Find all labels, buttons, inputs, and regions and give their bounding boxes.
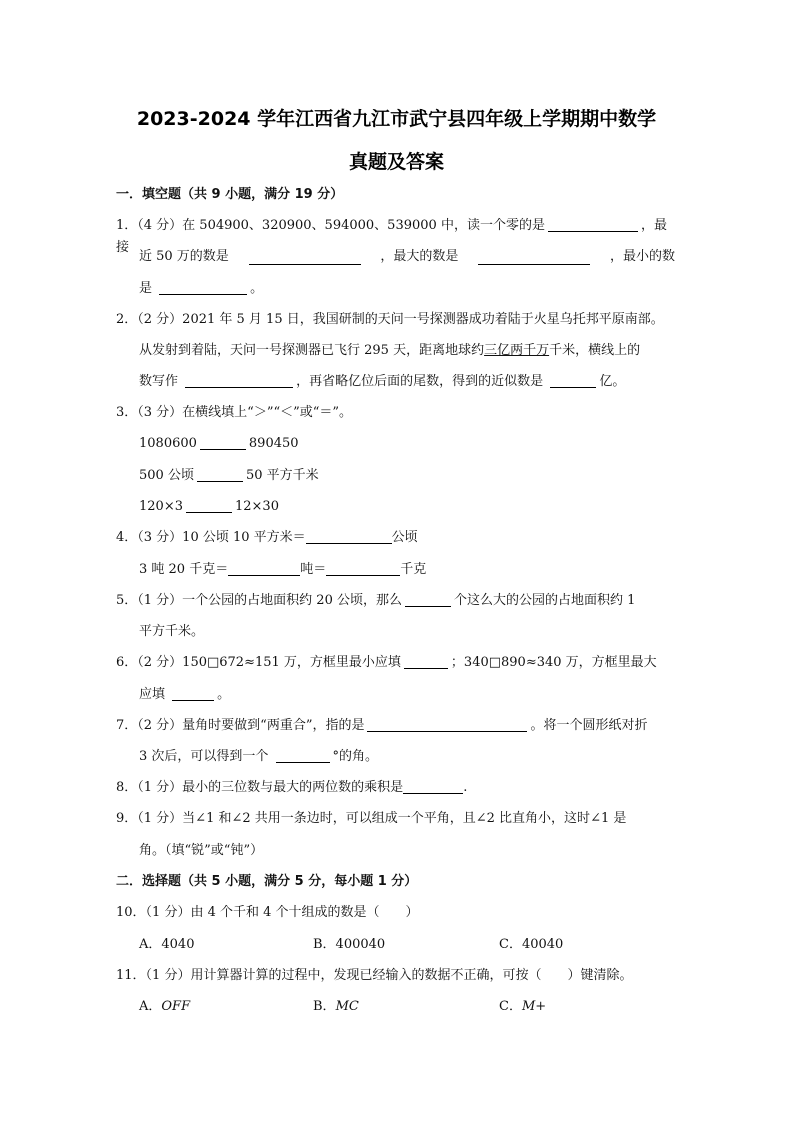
answer-blank[interactable]	[548, 216, 638, 232]
question-2-line2: 从发射到着陆，天问一号探测器已飞行 295 天，距离地球约三亿两千万千米，横线上的	[139, 343, 641, 358]
question-11-stem: 11．（1 分）用计算器计算的过程中，发现已经输入的数据不正确，可按（ ）键清除。	[116, 968, 633, 983]
question-1-line2: 近 50 万的数是 ，最大的数是 ，最小的数	[139, 249, 675, 264]
answer-blank[interactable]	[306, 528, 392, 544]
answer-blank[interactable]	[159, 279, 247, 295]
answer-blank[interactable]	[186, 497, 232, 513]
answer-blank[interactable]	[249, 249, 361, 265]
answer-blank[interactable]	[197, 466, 243, 482]
underlined-number-text: 三亿两千万	[484, 343, 550, 358]
question-5-line2: 平方千米。	[139, 624, 205, 639]
answer-blank[interactable]	[550, 372, 596, 388]
question-4-line1: 4．（3 分）10 公顷 10 平方米＝ 公顷	[116, 530, 418, 545]
question-7-line1: 7．（2 分）量角时要做到“两重合”，指的是 。将一个圆形纸对折	[116, 718, 648, 733]
question-4-line2: 3 吨 20 千克＝ 吨＝ 千克	[139, 562, 427, 577]
answer-blank[interactable]	[185, 372, 293, 388]
question-11-option-c[interactable]: C．M+	[499, 999, 547, 1014]
question-6-line1: 6．（2 分）150□672≈151 万，方框里最小应填 ；340□890≈340 万，方框里最大	[116, 655, 657, 670]
question-3-row1: 1080600 890450	[139, 436, 299, 451]
question-11-option-a[interactable]: A．OFF	[139, 999, 191, 1014]
answer-blank[interactable]	[478, 249, 590, 265]
question-1-line3: 是 。	[139, 281, 264, 296]
question-9-line1: 9．（1 分）当∠1 和∠2 共用一条边时，可以组成一个平角，且∠2 比直角小，这时∠1 是	[116, 811, 627, 826]
question-6-line2: 应填 。	[139, 687, 231, 702]
question-1-line1: 1．（4 分）在 504900、320900、594000、539000 中，读一个零的是 ，最接	[116, 218, 667, 255]
doc-title-line1: 2023-2024 学年江西省九江市武宁县四年级上学期期中数学	[136, 108, 657, 130]
question-10-option-a[interactable]: A．4040	[139, 937, 195, 952]
question-3-row3: 120×3 12×30	[139, 499, 279, 514]
question-2-line1: 2．（2 分）2021 年 5 月 15 日，我国研制的天问一号探测器成功着陆于火星乌托邦平原南部。	[116, 312, 664, 327]
question-10-option-b[interactable]: B．400040	[313, 937, 386, 952]
question-2-line3: 数写作 ，再省略亿位后面的尾数，得到的近似数是 亿。	[139, 374, 626, 389]
answer-blank[interactable]	[405, 591, 451, 607]
question-10-stem: 10．（1 分）由 4 个千和 4 个十组成的数是（ ）	[116, 905, 419, 920]
answer-blank[interactable]	[326, 560, 400, 576]
question-1-text: 1．（4 分）在 504900、320900、594000、539000 中，读一个零的是	[116, 218, 545, 233]
question-10-option-c[interactable]: C．40040	[499, 937, 564, 952]
question-3-row2: 500 公顷 50 平方千米	[139, 468, 319, 483]
answer-blank[interactable]	[228, 560, 300, 576]
answer-blank[interactable]	[200, 434, 246, 450]
doc-title-line2: 真题及答案	[348, 151, 444, 173]
question-3-stem: 3．（3 分）在横线填上“＞”“＜”或“＝”。	[116, 405, 353, 420]
answer-blank[interactable]	[367, 716, 527, 732]
question-11-option-b[interactable]: B．MC	[313, 999, 359, 1014]
question-5-line1: 5．（1 分）一个公园的占地面积约 20 公顷，那么 个这么大的公园的占地面积约 1	[116, 593, 636, 608]
question-8: 8．（1 分）最小的三位数与最大的两位数的乘积是 .	[116, 780, 468, 795]
question-7-line2: 3 次后，可以得到一个 °的角。	[139, 749, 379, 764]
answer-blank[interactable]	[276, 747, 330, 763]
question-9-line2: 角。（填“锐”或“钝”）	[139, 843, 264, 858]
section-fill-blank-heading: 一．填空题（共 9 小题，满分 19 分）	[116, 187, 344, 202]
answer-blank[interactable]	[172, 685, 214, 701]
answer-blank[interactable]	[404, 653, 448, 669]
answer-blank[interactable]	[403, 778, 463, 794]
section-multiple-choice-heading: 二．选择题（共 5 小题，满分 5 分，每小题 1 分）	[116, 874, 418, 889]
